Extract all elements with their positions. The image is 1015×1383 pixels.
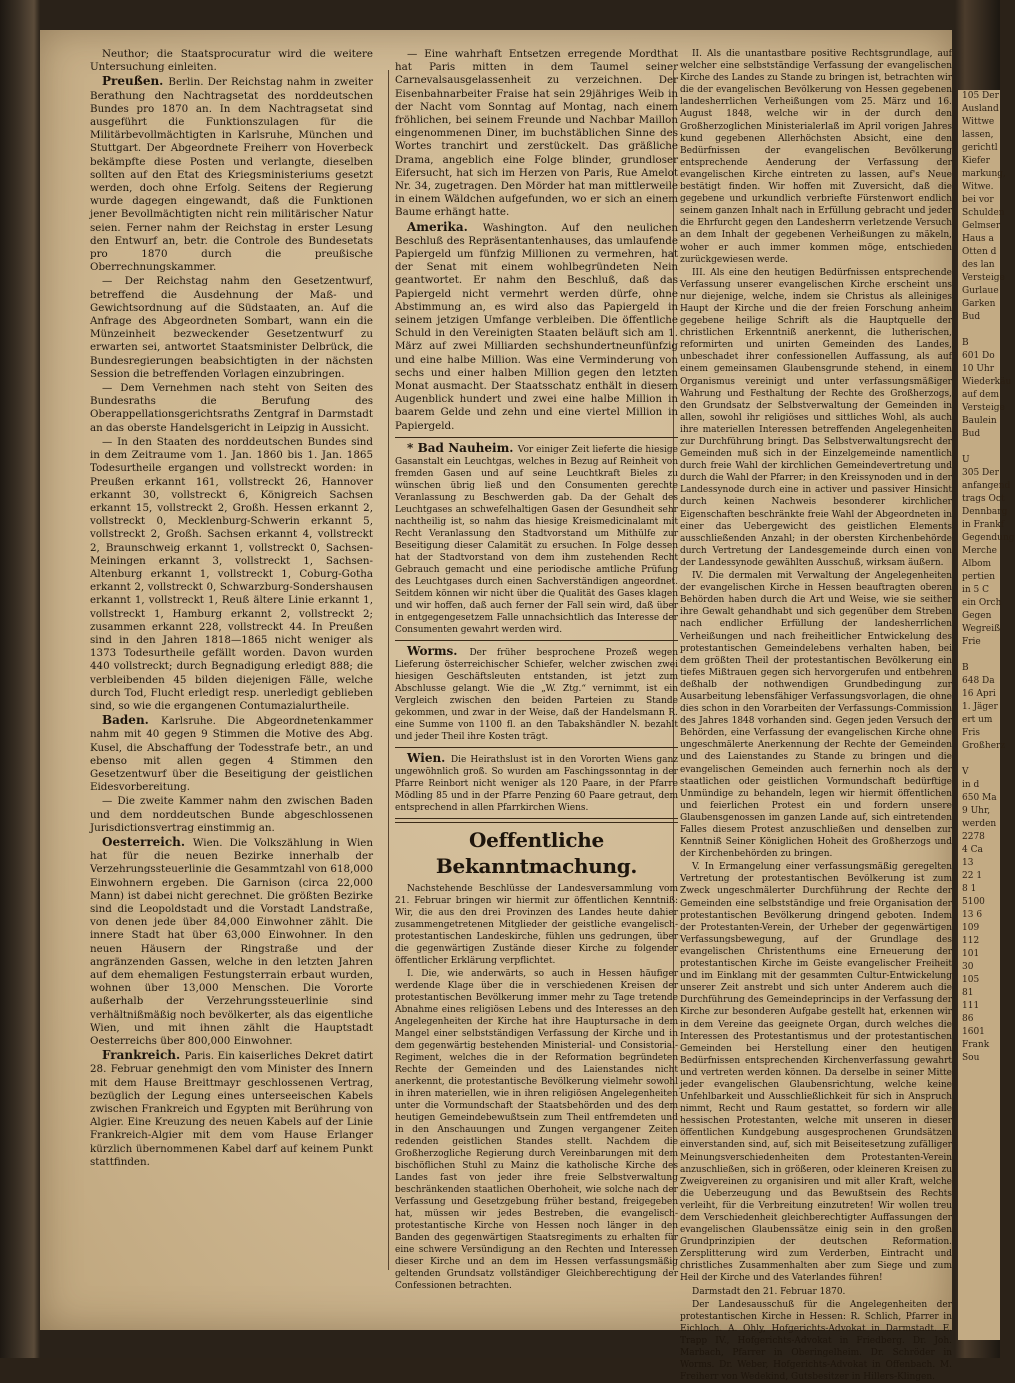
article-paragraph: [90, 275, 373, 381]
next-page-fragment: 105 Der: [962, 91, 999, 101]
article-text: Paris. Ein kaiserliches Dekret datirt 28. Februar genehmigt den vom Minister des Innern mit dem Hause Breittmayr geschlossenen Vertrag, bezüglich der Legung eines unterseeischen Kabels zwischen Frankreich und Egypten mit Berührung von Algier. Eine Kreuzung des neuen Kabels auf der Linie Frankreich-Algier mit dem vom Hause Erlanger kürzlich übernommenen Kabel darf auf keinem Punkt stattfinden.: [90, 1050, 373, 1168]
next-page-fragment: U: [962, 455, 970, 465]
next-page-fragment: 601 Do: [962, 351, 995, 361]
article-text: Washington. Auf den neulichen Beschluß des Repräsentantenhauses, das umlaufende Papiergeld um fünfzig Millionen zu vermehren, hat der Senat mit einem wohlbegründeten Nein geantwortet. Er nahm den Beschluß, daß das Papiergeld nicht vermehrt werden dürfe, ohne Abstimmung an, es wird also das Papiergeld in seinem jetzigen Umfange verbleiben. Die öffentliche Schuld in den Vereinigten Staaten beläuft sich am 1. März auf zwei Milliarden sechshundertneunfünfzig und eine halbe Million. Was eine Verminderung von sechs und einer halben Million gegen den letzten Monat ausmacht. Der Staatsschatz enthält in diesem Augenblick hundert und zwei eine halbe Million in baarem Gelde und zehn und eine viertel Million in Papiergeld.: [395, 221, 678, 432]
article-paragraph: [90, 48, 373, 74]
next-page-fragment: 111: [962, 1001, 980, 1011]
article-paragraph: [90, 714, 373, 794]
next-page-fragment: Haus a: [962, 234, 994, 244]
article-paragraph: [680, 48, 952, 266]
article-text: Vor einiger Zeit lieferte die hiesige Gasanstalt ein Leuchtgas, welches in Bezug auf Reinheit von fremden Gasen und auf seine Leuchtkraft Bieles zu wünschen übrig ließ und den Consumenten gerechte Veranlassung zu Beschwerden gab. Da der Gehalt des Leuchtgases an schwefelhaltigen Gasen der Gesundheit sehr nachtheilig ist, so nahm das hiesige Kreismedicinalamt mit Recht Veranlassung den Stadtvorstand um Mithülfe zur Beseitigung dieser Calamität zu ersuchen. In Folge dessen hat der Stadtvorstand von dem ihm zustehenden Recht Gebrauch gemacht und eine periodische amtliche Prüfung des Leuchtgases durch einen Sachverständigen angeordnet. Seitdem können wir nicht über die Qualität des Gases klagen und wir hoffen, daß auch ferner der Fall sein wird, daß über in entgegengesetzem Falle unnachsichtlich das Interesse der Consumenten gewahrt werden wird.: [395, 444, 678, 635]
next-page-fragment: Wiederkäu: [962, 377, 1012, 387]
next-page-fragment: Fris: [962, 728, 981, 738]
article-text: V. In Ermangelung einer verfassungsmäßig geregelten Vertretung der protestantischen Bevölkerung ist zum Zweck ungeschmälerter Durchführung der Rechte der Gemeinden eine selbstständige und freie Organisation der protestantischen Bevölkerung dringend geboten. Indem der Protestanten-Verein, der Urheber der gegenwärtigen Verfassungsbewegung, auf der Grundlage des evangelischen Christenthums eine Erneuerung der protestantischen Kirche im Geiste evangelischer Freiheit und im Einklang mit der gesammten Cultur-Entwickelung unserer Zeit anstrebt und sich unter Anderem auch die Durchführung des Gemeindeprincips in der Verfassung der Kirche zur besonderen Aufgabe gestellt hat, erkennen wir in dem Vereine das geeignete Organ, durch welches die Interessen des Protestantismus und der protestantischen Gemeinden bei Herstellung einer den heutigen Bedürfnissen entsprechenden Kirchenverfassung gewahrt und vertreten werden können. Da derselbe in seiner Mitte jeder evangelischen Glaubensrichtung, welche keine Unfehlbarkeit und Ausschließlichkeit für sich in Anspruch nimmt, Recht und Raum gestattet, so fordern wir alle hessischen Protestanten, welche mit unseren in dieser öffentlichen Kundgebung ausgesprochenen Grundsätzen einverstanden sind, auf, sich mit Beiseitesetzung zufälliger Meinungsverschiedenheiten dem Protestanten-Verein anzuschließen, sich in größeren, oder kleineren Kreisen zu Zweigvereinen zu organisiren und mit aller Kraft, welche die Ueberzeugung und das Bewußtsein des Rechts verleiht, für die Verbreitung einzutreten! Wir wollen treu dem Verschiedenheit gleichberechtigter Auffassungen der evangelischen Glaubenssätze einig sein in den großen Grundprinzipien der deutschen Reformation. Zersplitterung wird zum Verderben, Eintracht und christliches Zusammenhalten aber zum Siege und zum Heil der Kirche und des Vaterlandes führen!: [680, 862, 952, 1284]
next-page-fragment: 5100: [962, 897, 985, 907]
article-paragraph: [680, 1299, 952, 1383]
next-page-fragment: Kiefer: [962, 156, 990, 166]
next-page-fragment: 16 Apri: [962, 689, 996, 699]
article-dateline: Preußen.: [102, 74, 169, 89]
next-page-fragment: 10 Uhr: [962, 364, 994, 374]
next-page-fragment: 650 Ma: [962, 793, 997, 803]
article-text: Nachstehende Beschlüsse der Landesversammlung vom 21. Februar bringen wir hiermit zur öffentlichen Kenntniß: Wir, die aus den drei Provinzen des Landes heute dahier zusammengetretenen Mitglieder der geistliche evangelisch-protestantischen Landeskirche, fühlen uns gedrungen, über die gegenwärtigen Zustände dieser Kirche zu folgender öffentlicher Erklärung verpflichtet.: [395, 883, 678, 966]
article-text: — Der Reichstag nahm den Gesetzentwurf, betreffend die Ausdehnung der Maß- und Gewichtsordnung auf die Südstaaten, an. Auf die Anfrage des Abgeordneten Sombart, wann ein die Münzeinheit bezweckender Gesetzentwurf zu erwarten sei, antwortet Staatsminister Delbrück, die Bundesregierungen beabsichtigten in der nächsten Session die betreffenden Vorlagen einzubringen.: [90, 275, 373, 380]
article-paragraph: [395, 442, 678, 636]
article-paragraph: [395, 221, 678, 433]
column-rule: [388, 70, 389, 1270]
article-paragraph: [90, 1049, 373, 1169]
article-paragraph: [395, 48, 678, 220]
next-page-fragment: 109: [962, 923, 980, 933]
article-dateline: Worms.: [407, 643, 470, 658]
article-text: Die Heirathslust ist in den Vororten Wiens ganz ungewöhnlich groß. So wurden am Faschingssonntag in der Pfarre Reinbort nicht weniger als 120 Paare, in der Pfarre Mödling 85 und in der Pfarre Penzing 60 Paare getraut, dem entsprechend in allen Pfarrkirchen Wiens.: [395, 754, 678, 813]
next-page-fragment: Schulden: [962, 208, 1005, 218]
next-page-fragment: Wegreiß: [962, 624, 1001, 634]
article-rule: [395, 437, 678, 438]
article-paragraph: [90, 382, 373, 435]
next-page-fragment: [958, 649, 1000, 662]
article-paragraph: [395, 645, 678, 743]
article-paragraph: [395, 883, 678, 967]
article-dateline: Frankreich.: [102, 1048, 185, 1063]
next-page-fragment: 1601: [962, 1027, 985, 1037]
next-page-fragment: auf dem: [962, 390, 999, 400]
next-page-fragment: 2278: [962, 832, 985, 842]
next-page-fragment: 13 6: [962, 910, 983, 920]
article-text: Neuthor; die Staatsprocuratur wird die weitere Untersuchung einleiten.: [90, 48, 373, 74]
next-page-fragment: gerichtl: [962, 143, 998, 153]
announcement-headline: Oeffentliche Bekanntmachung.: [435, 827, 638, 878]
column-1: [90, 48, 373, 1288]
next-page-fragment: Garken: [962, 299, 996, 309]
article-text: I. Die, wie anderwärts, so auch in Hessen häufiger werdende Klage über die in verschiedenen Kreisen der protestantischen Bevölkerung immer mehr zu Tage tretende Abnahme eines religiösen Lebens und des Interesses an den Angelegenheiten der Kirche hat ihre Hauptursache in dem Mangel einer selbstständigen Verfassung der Kirche und in dem gegenwärtig bestehenden Ministerial- und Consistorial-Regiment, welches die in der Reformation begründeten Rechte der Gemeinden und des Laienstandes nicht anerkennt, die protestantische Bevölkerung vielmehr sowohl in ihren materiellen, wie in ihren religiösen Angelegenheiten unter die Vormundschaft der Staatsbehörden und des dem heutigen Gemeindebewußtsein zum Theil entfremdeten und in den Anschauungen und Zungen vergangener Zeiten redenden geistlichen Standes stellt. Nachdem die Großherzogliche Regierung durch Vereinbarungen mit dem bischöflichen Stuhl zu Mainz die katholische Kirche des Landes fast von jeder ihre freie Selbstverwaltung beschränkenden staatlichen Oberhoheit, wie solche nach der Verfassung und Gesetzgebung früher bestand, freigegeben hat, müssen wir jedes Bestreben, die evangelisch-protestantische Kirche von Hessen noch länger in den Banden des gegenwärtigen Staatsregiments zu erhalten für eine schwere Versündigung an den Rechten und Interessen dieser Kirche und an dem im Hessen verfassungsmäßig geltenden Grundsatz vollständiger Gleichberechtigung der Confessionen betrachten.: [395, 968, 678, 1291]
article-paragraph: [680, 861, 952, 1284]
next-page-fragment: 22 1: [962, 871, 983, 881]
article-text: Darmstadt den 21. Februar 1870.: [692, 1286, 846, 1297]
article-paragraph: [90, 795, 373, 835]
article-text: — Die zweite Kammer nahm den zwischen Baden und dem norddeutschen Bunde abgeschlossenen Jurisdictionsvertrag einstimmig an.: [90, 795, 373, 834]
next-page-fragment: 1. Jäger: [962, 702, 998, 712]
next-page-fragment: Ausland: [962, 104, 999, 114]
article-dateline: Baden.: [102, 713, 162, 728]
next-page-fragment: Versteige: [962, 273, 1005, 283]
next-page-fragment: [958, 753, 1000, 766]
next-page-fragment: 648 Da: [962, 676, 995, 686]
next-page-fragment: 101: [962, 949, 980, 959]
next-page-fragment: Baulein: [962, 416, 997, 426]
article-paragraph: [90, 75, 373, 274]
next-page-fragment: Otten d: [962, 247, 997, 257]
next-page-fragment: Gegen: [962, 611, 992, 621]
next-page-fragment: Gegendung: [962, 533, 1015, 543]
next-page-fragment: 8 1: [962, 884, 977, 894]
next-page-fragment: anfangend: [962, 481, 1011, 491]
article-paragraph: [680, 1286, 952, 1298]
next-page-fragment: B: [962, 338, 969, 348]
article-rule: [395, 640, 678, 641]
section-rule: [395, 818, 678, 823]
article-rule: [395, 747, 678, 748]
next-page-fragment: V: [962, 767, 969, 777]
article-dateline: * Bad Nauheim.: [407, 440, 518, 455]
article-dateline: Amerika.: [407, 219, 483, 234]
next-page-fragment: Wittwe: [962, 117, 995, 127]
next-page-fragment: in d: [962, 780, 980, 790]
column-2: [395, 48, 678, 1291]
article-text: IV. Die dermalen mit Verwaltung der Angelegenheiten der evangelischen Kirche in Hessen beauftragten oberen Behörden haben durch die Art und Weise, wie sie seither ihre Gewalt gehandhabt und sich gegenüber dem Streben nach endlicher Erfüllung der landesherrlichen Verheißungen und nach freiheitlicher Entwickelung des protestantischen Gemeindelebens verhalten haben, bei dem größten Theil der protestantischen Bevölkerung ein tiefes Mißtrauen gegen sich hervorgerufen und entbehren deßhalb der nothwendigen Grundbedingung zur Ausarbeitung lebensfähiger Verfassungsvorlagen, die ohne dies schon in den Vorarbeiten der Verfassungs-Commission des Jahres 1848 vorhanden sind. Gegen jeden Versuch der Behörden, eine Verfassung der evangelischen Kirche ohne ungeschmälerte Anerkennung der Rechte der Gemeinden und des Laienstandes zu Stande zu bringen und die evangelischen Gemeinden auch fernerhin noch als der staatlichen oder geistlichen Vormundschaft bedürftige Unmündige zu behandeln, legen wir hiermit öffentlichen und feierlichen Protest ein und fordern unsere Glaubensgenossen im ganzen Lande auf, sich eintretenden Falles diesem Protest anzuschließen und denselben zur Kenntniß Seiner Königlichen Hoheit des Großherzogs und der Kirchenbehörden zu bringen.: [680, 571, 952, 860]
article-paragraph: [680, 570, 952, 860]
next-page-fragment: 112: [962, 936, 980, 946]
next-page-fragment: Versteige: [962, 403, 1005, 413]
next-page-fragment: B: [962, 663, 969, 673]
next-page-fragment: trags Oct: [962, 494, 1005, 504]
next-page-fragment: lassen,: [962, 130, 994, 140]
next-page-fragment: 13: [962, 858, 974, 868]
column-3: [680, 48, 952, 1383]
article-text: III. Als eine den heutigen Bedürfnissen entsprechende Verfassung unserer evangelischen Kirche erscheint uns nur diejenige, welche, indem sie Christus als alleiniges Haupt der Kirche und die der freien Forschung anheim gegebene heilige Schrift als die Hauptquelle der christlichen Erkenntniß anerkennt, die lutherischen, reformirten und unirten Gemeinden des Landes, unbeschadet ihrer confessionellen Auffassung, als auf einem gemeinsamen Glaubensgrunde stehend, in einem Organismus vereinigt und unter verfassungsmäßiger Wahrung und Festhaltung der Rechte des Großherzogs, den Grundsatz der Selbstverwaltung der Gemeinden in allen, sowohl ihr religiöses und sittliches Wohl, als auch ihre materiellen Interessen betreffenden Angelegenheiten zur Durchführung bringt. Das Selbstverwaltungsrecht der Gemeinden muß sich in der Einzelgemeinde namentlich durch freie Wahl der kirchlichen Gemeindevertretung und durch die Wahl der Pfarrer; in den Kreissynoden und in der Landessynode durch eine in activer und passiver Hinsicht durch keinen Nachweis besonderer kirchlicher Eigenschaften beschränkte freie Wahl der Abgeordneten in einer das Uebergewicht des geistlichen Elements ausschließenden Anzahl; in der obersten Kirchenbehörde durch Vertretung der Landesgemeinde durch einen von der Landessynode gewählten Ausschuß, wirksam äußern.: [680, 267, 952, 568]
next-page-fragment: 30: [962, 962, 974, 972]
next-page-fragment: Großherz: [962, 741, 1006, 751]
next-page-fragment: ert um: [962, 715, 993, 725]
article-dateline: Oesterreich.: [102, 834, 193, 849]
next-page-fragment: Frie: [962, 637, 981, 647]
article-text: Wien. Die Volkszählung in Wien hat für die neuen Bezirke innerhalb der Verzehrungssteuerlinie die Gesammtzahl von 618,000 Einwohnern ergeben. Die Garnison (circa 22,000 Mann) ist dabei nicht gerechnet. Die größten Bezirke sind die Leopoldstadt und die Vorstadt Landstraße, von denen jede über 84,000 Einwohner zählt. Die innere Stadt hat über 63,000 Einwohner. In den neuen Häusern der Ringstraße und der angränzenden Gassen, welche in den letzten Jahren auf dem ehemaligen Festungsterrain erbaut wurden, wohnen über 13,000 Menschen. Die Vororte außerhalb der Verzehrungssteuerlinie sind verhältnißmäßig noch bevölkerter, als das eigentliche Wien, und mit ihnen zählt die Hauptstadt Oesterreichs über 800,000 Einwohner.: [90, 836, 373, 1048]
next-page-fragment: Frank: [962, 1040, 990, 1050]
article-paragraph: [90, 836, 373, 1048]
article-text: II. Als die unantastbare positive Rechtsgrundlage, auf welcher eine selbstständige Verfassung der evangelischen Kirche des Landes zu Stande zu bringen ist, betrachten wir die der evangelischen Bevölkerung von Hessen gegebenen landesherrlichen Verheißungen vom 25. März und 16. August 1848, welche wir in der durch den Großherzoglichen Ministerialerlaß im April vorigen Jahres kund gegebenen Allerhöchsten Absicht, eine den Bedürfnissen der evangelischen Bevölkerung entsprechende Aenderung der Verfassung der evangelischen Kirche eintreten zu lassen, auf's Neue bestätigt finden. Wir hoffen mit Zuversicht, daß die gegebene und urkundlich verbriefte Fürstenwort endlich seinem ganzen Inhalt nach in Erfüllung gebracht und jeder die Ehrfurcht gegen den Landesherrn verletzende Versuch an dem Inhalt der gegebenen Verheißungen zu mäkeln, woher er auch immer kommen möge, entschieden zurückgewiesen werde.: [680, 49, 952, 265]
next-page-fragment: Dennbarg: [962, 507, 1008, 517]
article-dateline: Wien.: [407, 750, 451, 765]
next-page-fragment: 86: [962, 1014, 974, 1024]
article-text: — In den Staaten des norddeutschen Bundes sind in dem Zeitraume vom 1. Jan. 1860 bis 1. Jan. 1865 Todesurtheile ergangen und vollstreckt worden: in Preußen erkannt 161, vollstreckt 26, Hannover erkannt 30, vollstreckt 6, Königreich Sachsen erkannt 15, vollstreckt 2, Großh. Hessen erkannt 2, vollstreckt 0, Mecklenburg-Schwerin erkannt 5, vollstreckt 2, Großh. Sachsen erkannt 4, vollstreckt 2, Braunschweig erkannt 1, vollstreckt 0, Sachsen-Meiningen erkannt 3, vollstreckt 1, Sachsen-Altenburg erkannt 1, vollstreckt 1, Coburg-Gotha erkannt 2, vollstreckt 0, Schwarzburg-Sondershausen erkannt 1, vollstreckt 1, Reuß ältere Linie erkannt 1, vollstreckt 1, Hamburg erkannt 2, vollstreckt 2; zusammen erkannt 228, vollstreckt 44. In Preußen sind in den Jahren 1818—1865 nicht weniger als 1373 Todesurtheile gefällt worden. Davon wurden 440 vollstreckt; durch Begnadigung erledigt 888; die verbleibenden 45 bilden diejenigen Fälle, welche durch Tod, Flucht erledigt resp. unerledigt geblieben sind, so wie die ergangenen Contumazialurtheile.: [90, 435, 373, 712]
article-paragraph: [680, 267, 952, 569]
next-page-fragment: Witwe.: [962, 182, 994, 192]
next-page-fragment: des lan: [962, 260, 995, 270]
next-page-fragment: Sou: [962, 1053, 980, 1063]
article-text: Berlin. Der Reichstag nahm in zweiter Berathung den Nachtragsetat des norddeutschen Bundes pro 1870 an. In dem Nachtragsetat sind ausgeführt die Funktionszulagen für die Militärbevollmächtigten in Karlsruhe, München und Stuttgart. Der Abgeordnete Freiherr von Hoverbeck bekämpfte diese Posten und verlangte, dieselben sollten auf den Etat des Kriegsministeriums gesetzt werden, doch ohne Erfolg. Seitens der Regierung wurde dagegen eingewandt, daß die Funktionen jener Bevollmächtigten nicht rein militärischer Natur seien. Ferner nahm der Reichstag in erster Lesung den Entwurf an, betr. die Controle des Bundesetats pro 1870 durch die preußische Oberrechnungskammer.: [90, 76, 373, 274]
next-page-fragment: Bud: [962, 312, 981, 322]
article-text: — Dem Vernehmen nach steht von Seiten des Bundesraths die Berufung des Oberappellationsgerichtsraths Zentgraf in Darmstadt an das oberste Handelsgericht in Leipzig in Aussicht.: [90, 382, 373, 434]
next-page-fragment: Bud: [962, 429, 981, 439]
next-page-fragment: werden: [962, 819, 997, 829]
article-paragraph: [90, 436, 373, 713]
next-page-fragment: Albom: [962, 559, 992, 569]
next-page-edge: [958, 90, 1015, 1340]
next-page-fragment: Gelmser: [962, 221, 1001, 231]
next-page-fragment: pertien: [962, 572, 996, 582]
next-page-fragment: in 5 C: [962, 585, 990, 595]
next-page-fragment: 305 Der: [962, 468, 999, 478]
article-paragraph: [395, 752, 678, 814]
article-paragraph: [395, 968, 678, 1292]
next-page-fragment: [958, 441, 1000, 454]
next-page-fragment: in Frankf: [962, 520, 1005, 530]
next-page-fragment: 81: [962, 988, 974, 998]
next-page-fragment: bei vor: [962, 195, 994, 205]
article-text: Karlsruhe. Die Abgeordnetenkammer nahm mit 40 gegen 9 Stimmen die Motive des Abg. Kusel, die Abschaffung der Todesstrafe betr., an und ebenso mit allen gegen 4 Stimmen den Gesetzentwurf über die Beseitigung der geistlichen Eidesvorbereitung.: [90, 715, 373, 794]
next-page-fragment: 105: [962, 975, 980, 985]
next-page-fragment: Gurlaue: [962, 286, 999, 296]
next-page-fragment: markung,: [962, 169, 1006, 179]
article-text: — Eine wahrhaft Entsetzen erregende Mordthat hat Paris mitten in dem Taumel seiner Carnevalsausgelassenheit zu verzeichnen. Der Eisenbahnarbeiter Fraise hat sein 29jähriges Weib in der Nacht vom Sonntag auf Montag, nach einem fröhlichen, bei seinem Freunde und Nachbar Maillon eingenommenen Diner, im buchstäblichen Sinne des Wortes tranchirt und zerstückelt. Das gräßliche Drama, angeblich eine Folge blinder, grundloser Eifersucht, hat sich im Herzen von Paris, Rue Amelot Nr. 34, zugetragen. Den Mörder hat man mittlerweile in einem Wäldchen aufgefunden, wo er sich an einem Baume erhängt hatte.: [395, 48, 678, 219]
next-page-fragment: [958, 324, 1000, 337]
next-page-fragment: Merche: [962, 546, 998, 556]
article-text: Der früher besprochene Prozeß wegen Lieferung österreichischer Schiefer, welcher zwischen zwei hiesigen Geschäftsleuten entstanden, ist jetzt zum Abschlusse gelangt. Wie die „W. Ztg.“ vernimmt, ist ein Vergleich zwischen den beiden Parteien zu Stande gekommen, und zwar in der Weise, daß der Handelsmann R. eine Summe von 1100 fl. an den Tabakshändler N. bezahlt und jeder Theil ihre Kosten trägt.: [395, 647, 678, 742]
next-page-fragment: 9 Uhr,: [962, 806, 991, 816]
next-page-fragment: ein Orch: [962, 598, 1002, 608]
article-text: Der Landesausschuß für die Angelegenheiten der protestantischen Kirche in Hessen: R. Schlich, Pfarrer in Eichloch. A. Ohly, Hofgerichts-Advokat in Darmstadt. E. Trapp IV., Hofgerichts-Advokat in Friedberg. Dr. Joh. Marbach, Pfarrer in Oberingelheim. Dr. Schröder in Worms. Dr. Weber, Hofgerichts-Advokat in Offenbach. M. Freiherr von Wedekind, Gutsbesitzer in Hillers-Klingen.: [680, 1299, 952, 1383]
next-page-fragment: 4 Ca: [962, 845, 983, 855]
